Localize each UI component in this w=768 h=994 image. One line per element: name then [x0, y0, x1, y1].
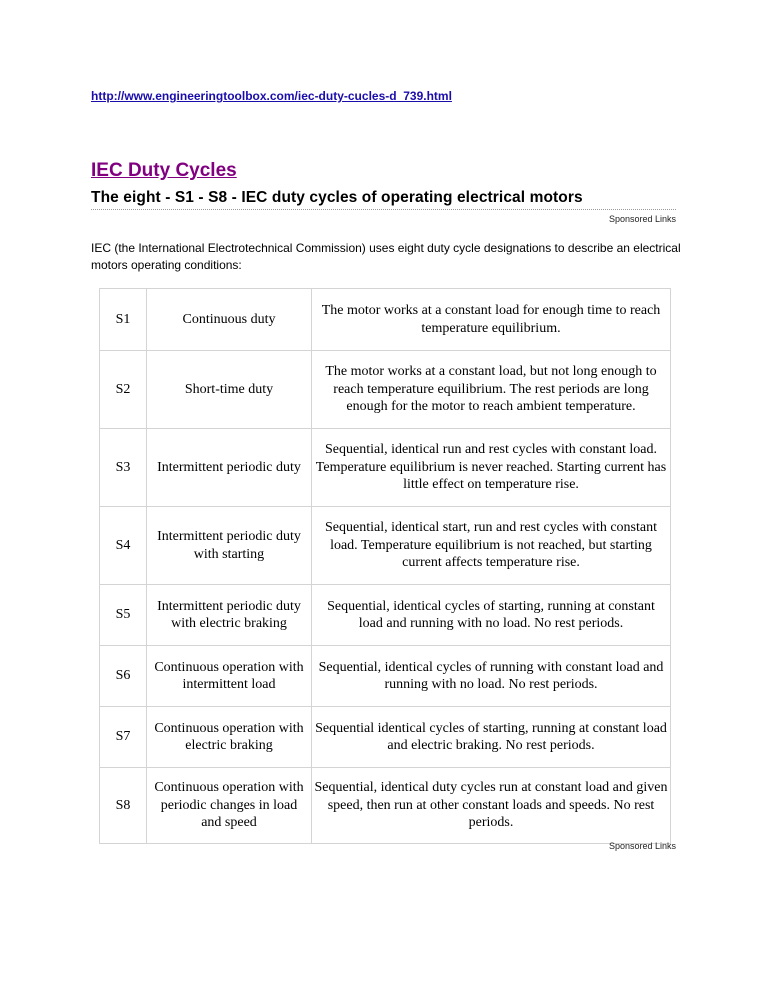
duty-name-cell: Intermittent periodic duty: [147, 429, 312, 507]
duty-code-cell: S4: [100, 507, 147, 585]
duty-code-cell: S5: [100, 585, 147, 646]
duty-cycle-table: [99, 288, 671, 844]
duty-code-cell: S8: [100, 768, 147, 844]
duty-name-cell: Short-time duty: [147, 351, 312, 429]
duty-name-cell: Intermittent periodic duty with electric braking: [147, 585, 312, 646]
duty-code-cell: S2: [100, 351, 147, 429]
duty-name-cell: Intermittent periodic duty with starting: [147, 507, 312, 585]
duty-code-cell: S6: [100, 646, 147, 707]
duty-code-cell: S1: [100, 289, 147, 351]
table-row: [100, 429, 671, 507]
intro-paragraph: IEC (the International Electrotechnical Commission) uses eight duty cycle designations to describe an electrical motors operating conditions:: [91, 241, 681, 272]
table-row: [100, 289, 671, 351]
duty-name-cell: Continuous operation with electric braking: [147, 707, 312, 768]
duty-code-cell: S7: [100, 707, 147, 768]
page-title[interactable]: IEC Duty Cycles: [91, 160, 237, 181]
table-row: [100, 707, 671, 768]
sponsored-links-top[interactable]: Sponsored Links: [608, 214, 676, 224]
source-url-link[interactable]: http://www.engineeringtoolbox.com/iec-duty-cucles-d_739.html: [91, 89, 452, 103]
duty-description-cell: The motor works at a constant load for enough time to reach temperature equilibrium.: [312, 289, 671, 351]
duty-description-cell: Sequential, identical cycles of starting, running at constant load and running with no load. No rest periods.: [312, 585, 671, 646]
sponsored-links-bottom[interactable]: Sponsored Links: [608, 841, 676, 851]
duty-description-cell: Sequential, identical duty cycles run at constant load and given speed, then run at other constant loads and speeds. No rest periods.: [312, 768, 671, 844]
table-row: [100, 585, 671, 646]
table-row: [100, 351, 671, 429]
duty-description-cell: Sequential, identical start, run and rest cycles with constant load. Temperature equilibrium is not reached, but starting current affects temperature rise.: [312, 507, 671, 585]
table-row: [100, 507, 671, 585]
duty-name-cell: Continuous operation with intermittent load: [147, 646, 312, 707]
duty-description-cell: Sequential identical cycles of starting, running at constant load and electric braking. No rest periods.: [312, 707, 671, 768]
page-subtitle: The eight - S1 - S8 - IEC duty cycles of operating electrical motors: [91, 189, 583, 206]
duty-description-cell: Sequential, identical run and rest cycles with constant load. Temperature equilibrium is never reached. Starting current has little effect on temperature rise.: [312, 429, 671, 507]
duty-name-cell: Continuous duty: [147, 289, 312, 351]
dotted-divider: [91, 209, 676, 210]
table-row: [100, 646, 671, 707]
table-row: [100, 768, 671, 844]
duty-name-cell: Continuous operation with periodic changes in load and speed: [147, 768, 312, 844]
duty-code-cell: S3: [100, 429, 147, 507]
duty-description-cell: Sequential, identical cycles of running with constant load and running with no load. No rest periods.: [312, 646, 671, 707]
duty-description-cell: The motor works at a constant load, but not long enough to reach temperature equilibrium. The rest periods are long enough for the motor to reach ambient temperature.: [312, 351, 671, 429]
